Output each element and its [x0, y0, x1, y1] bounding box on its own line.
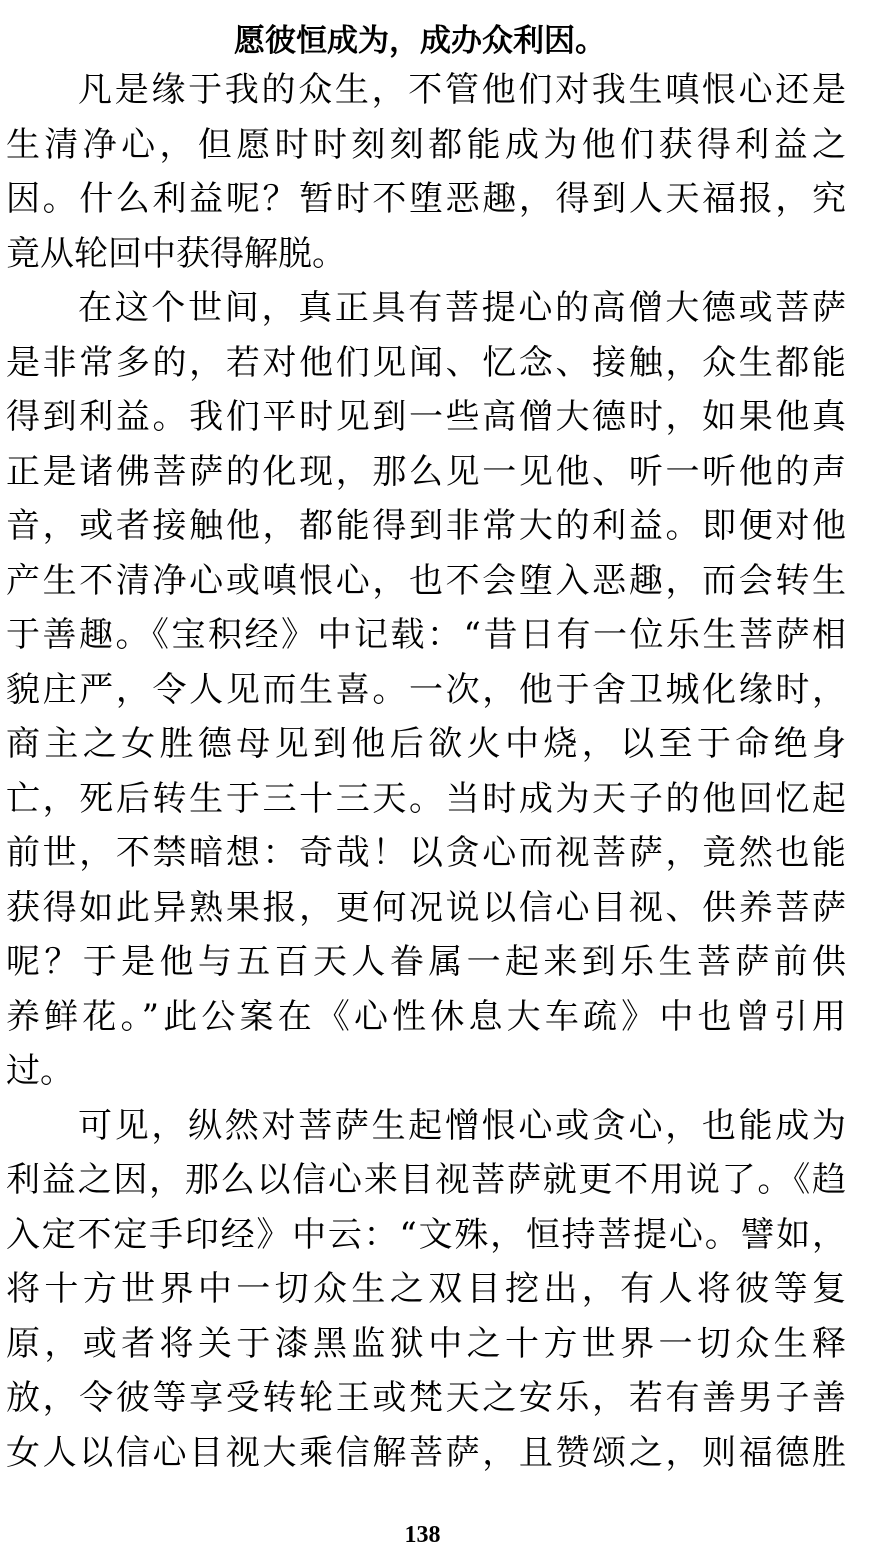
text-line: 凡是缘于我的众生，不管他们对我生嗔恨心还是	[78, 70, 846, 110]
text-line: 利益之因，那么以信心来目视菩萨就更不用说了。《趋	[6, 1160, 846, 1200]
body-text	[6, 63, 846, 1480]
text-line: 入定不定手印经》中云：“文殊，恒持菩提心。譬如，	[6, 1214, 846, 1255]
text-line: 呢？于是他与五百天人眷属一起来到乐生菩萨前供	[6, 942, 846, 982]
verse-heading: 愿彼恒成为，成办众利因。	[234, 23, 606, 59]
text-line: 过。	[6, 1051, 74, 1091]
text-line: 是非常多的，若对他们见闻、忆念、接触，众生都能	[6, 342, 846, 383]
paragraph-3	[6, 1099, 846, 1481]
text-line: 养鲜花。”此公案在《心性休息大车疏》中也曾引用	[6, 996, 846, 1037]
text-line: 获得如此异熟果报，更何况说以信心目视、供养菩萨	[6, 887, 846, 928]
text-line: 正是诸佛菩萨的化现，那么见一见他、听一听他的声	[6, 451, 846, 492]
text-line: 产生不清净心或嗔恨心，也不会堕入恶趣，而会转生	[6, 560, 846, 601]
text-line: 于善趣。《宝积经》中记载：“昔日有一位乐生菩萨相	[6, 615, 846, 655]
text-line: 貌庄严，令人见而生喜。一次，他于舍卫城化缘时，	[6, 669, 846, 710]
text-line: 在这个世间，真正具有菩提心的高僧大德或菩萨	[78, 288, 846, 328]
text-line: 因。什么利益呢？暂时不堕恶趣，得到人天福报，究	[6, 179, 846, 219]
text-line: 前世，不禁暗想：奇哉！以贪心而视菩萨，竟然也能	[6, 833, 846, 873]
text-line: 亡，死后转生于三十三天。当时成为天子的他回忆起	[6, 778, 846, 819]
text-line: 商主之女胜德母见到他后欲火中烧，以至于命绝身	[6, 724, 846, 764]
text-line: 可见，纵然对菩萨生起憎恨心或贪心，也能成为	[78, 1105, 846, 1146]
text-line: 竟从轮回中获得解脱。	[6, 233, 346, 274]
paragraph-1	[6, 63, 846, 281]
text-line: 原，或者将关于漆黑监狱中之十方世界一切众生释	[6, 1323, 846, 1364]
text-line: 音，或者接触他，都能得到非常大的利益。即便对他	[6, 506, 846, 546]
text-line: 将十方世界中一切众生之双目挖出，有人将彼等复	[6, 1269, 846, 1309]
paragraph-2	[6, 281, 846, 1099]
text-line: 生清净心，但愿时时刻刻都能成为他们获得利益之	[6, 124, 846, 165]
text-line: 女人以信心目视大乘信解菩萨，且赞颂之，则福德胜	[6, 1432, 846, 1473]
text-line: 得到利益。我们平时见到一些高僧大德时，如果他真	[6, 397, 846, 437]
text-line: 放，令彼等享受转轮王或梵天之安乐，若有善男子善	[6, 1378, 846, 1418]
page-number: 138	[404, 1522, 441, 1548]
